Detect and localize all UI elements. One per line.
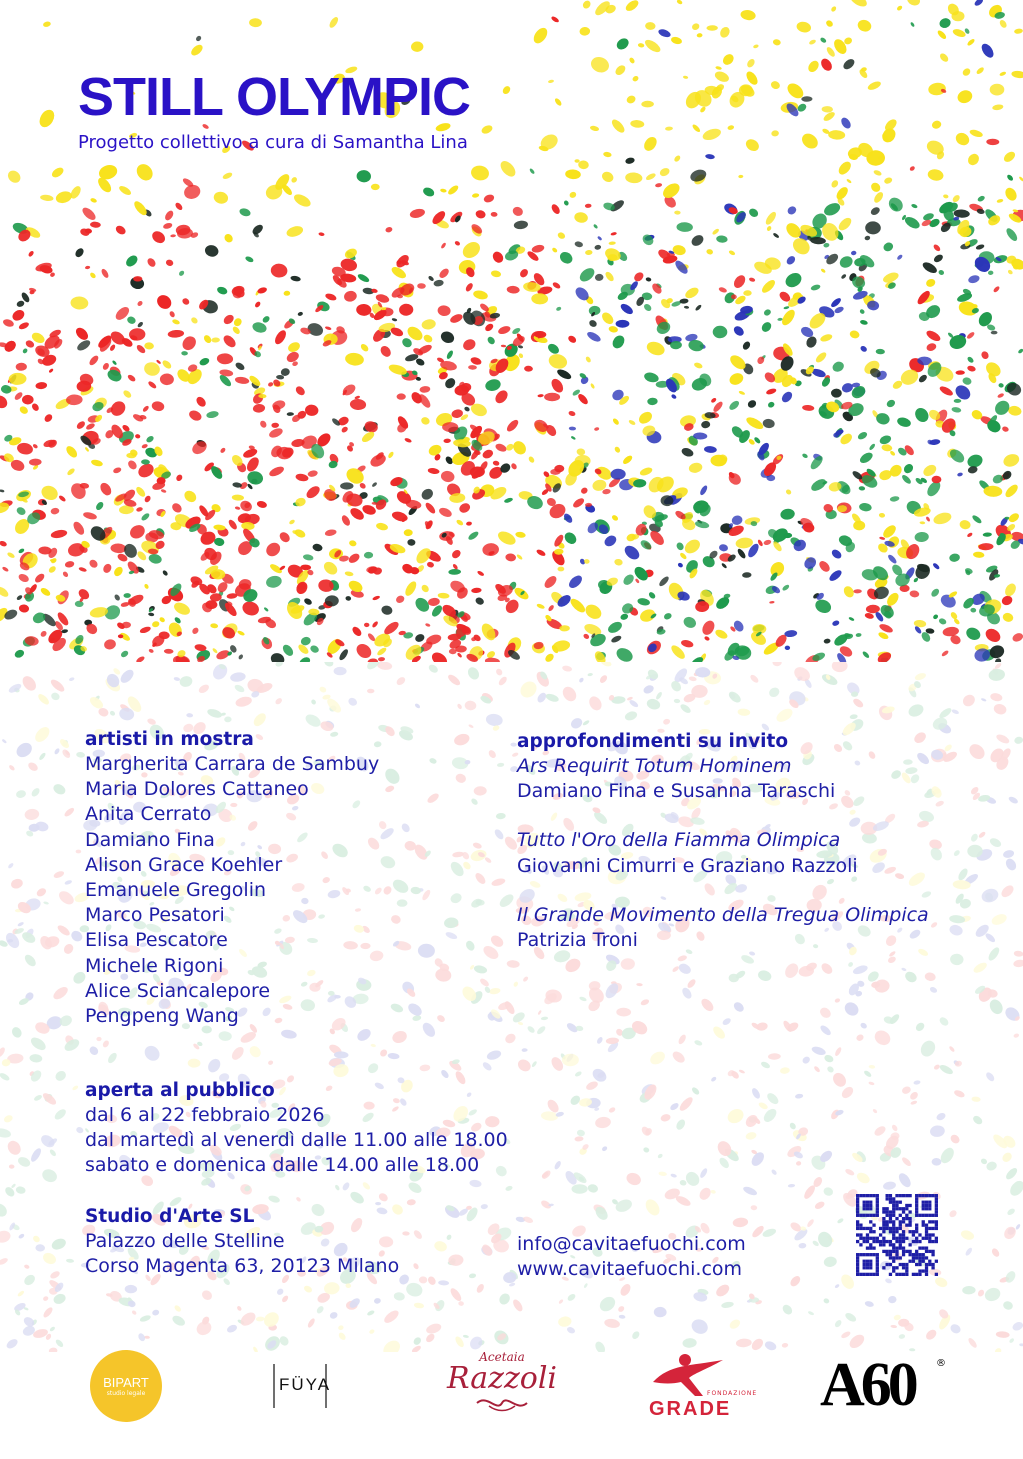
artists-section <box>85 728 379 1029</box>
venue-name: Studio d'Arte SL <box>85 1206 255 1227</box>
acetaia-razzoli-logo <box>447 1350 557 1420</box>
venue-address: Corso Magenta 63, 20123 Milano <box>85 1255 400 1278</box>
website-link[interactable]: www.cavitaefuochi.com <box>517 1258 743 1281</box>
artist-name: Alison Grace Koehler <box>85 853 283 876</box>
grade-logo-name: GRADE <box>649 1398 732 1420</box>
talk-speakers: Patrizia Troni <box>517 929 638 952</box>
artist-name: Alice Sciancalepore <box>85 979 271 1002</box>
artist-name: Emanuele Gregolin <box>85 879 267 902</box>
opening-heading: aperta al pubblico <box>85 1080 275 1101</box>
artist-name: Maria Dolores Cattaneo <box>85 778 309 801</box>
weekend-hours: sabato e domenica dalle 14.00 alle 18.00 <box>85 1154 480 1177</box>
talk-title: Il Grande Movimento della Tregua Olimpica <box>517 903 929 926</box>
acetaia-logo-line1: Acetaia <box>479 1350 525 1364</box>
bipart-logo-name: BIPART <box>103 1375 149 1390</box>
exhibition-subtitle: Progetto collettivo a cura di Samantha Lina <box>78 132 468 153</box>
a60-logo <box>820 1352 945 1422</box>
qr-code-icon[interactable] <box>856 1194 938 1276</box>
acetaia-logo-line2: Razzoli <box>447 1361 558 1396</box>
fuya-logo-name: FÜYA <box>279 1375 332 1394</box>
weekday-hours: dal martedì al venerdì dalle 11.00 alle 18.00 <box>85 1129 508 1152</box>
artist-name: Marco Pesatori <box>85 904 225 927</box>
venue-section <box>85 1205 399 1279</box>
fondazione-grade-logo <box>645 1352 758 1422</box>
opening-dates: dal 6 al 22 febbraio 2026 <box>85 1104 325 1126</box>
exhibition-title: STILL OLYMPIC <box>78 67 471 127</box>
bipart-logo-tagline: studio legale <box>106 1390 146 1397</box>
artist-name: Michele Rigoni <box>85 954 224 977</box>
venue-building: Palazzo delle Stelline <box>85 1230 285 1252</box>
contacts-section <box>517 1232 746 1282</box>
artist-name: Elisa Pescatore <box>85 929 228 952</box>
fuya-logo <box>262 1362 342 1410</box>
registered-mark-icon: ® <box>936 1358 946 1369</box>
talks-section <box>517 730 929 953</box>
artists-heading: artisti in mostra <box>85 729 254 750</box>
bipart-logo <box>90 1350 162 1422</box>
email-link[interactable]: info@cavitaefuochi.com <box>517 1233 746 1255</box>
talk-speakers: Damiano Fina e Susanna Taraschi <box>517 780 836 803</box>
artist-list <box>85 752 379 1029</box>
artist-name: Anita Cerrato <box>85 803 212 826</box>
opening-hours-section <box>85 1079 508 1179</box>
artist-name: Pengpeng Wang <box>85 1005 239 1028</box>
artist-name: Damiano Fina <box>85 828 215 851</box>
grade-logo-small: FONDAZIONE <box>707 1390 758 1397</box>
artist-name: Margherita Carrara de Sambuy <box>85 753 380 775</box>
talk-title: Tutto l'Oro della Fiamma Olimpica <box>517 829 841 852</box>
talk-speakers: Giovanni Cimurri e Graziano Razzoli <box>517 854 858 877</box>
a60-logo-name: A60 <box>820 1351 915 1419</box>
talk-title: Ars Requirit Totum Hominem <box>517 755 792 777</box>
talks-heading: approfondimenti su invito <box>517 731 789 752</box>
